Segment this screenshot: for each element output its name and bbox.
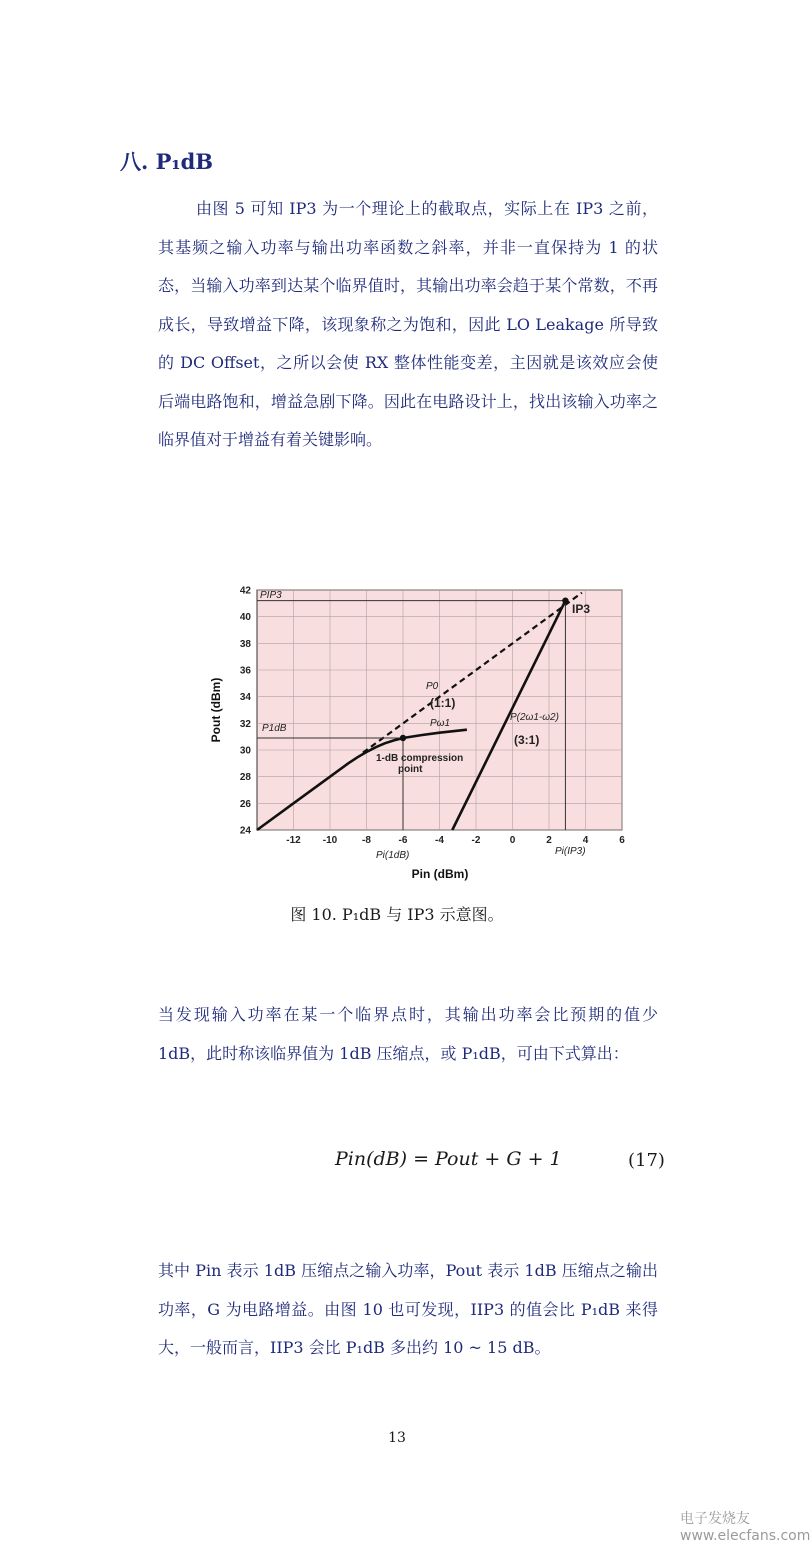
y-tick-label: 28 — [239, 772, 251, 784]
x-tick-label: -8 — [362, 835, 371, 846]
y-axis-label: Pout (dBm) — [209, 677, 223, 743]
annotation-pip3: PIP3 — [260, 590, 282, 601]
x-axis-label: Pin (dBm) — [411, 867, 469, 881]
y-tick-label: 26 — [239, 798, 251, 810]
x-tick-label: -2 — [471, 835, 481, 846]
x-tick-label: -6 — [398, 835, 408, 846]
paragraph-saturation: 由图 5 可知 IP3 为一个理论上的截取点，实际上在 IP3 之前，其基频之输入功率与输出功率函数之斜率，并非一直保持为 1 的状态，当输入功率到达某个临界值时，其输出功率会趋于某个常数，不再成长，导致增益下降，该现象称之为饱和，因此 LO Leakage 所导致的 DC Offset，之所以会使 RX 整体性能变差，主因就是该效应会使后端电路饱和，增益急剧下降。因此在电路设计上，找出该输入功率之临界值对于增益有着关键影响。 — [158, 199, 658, 449]
point-marker-0 — [562, 597, 568, 603]
y-tick-label: 42 — [239, 585, 251, 597]
annotation-piip3: Pi(IP3) — [555, 846, 586, 857]
figure-caption: 图 10. P₁dB 与 IP3 示意图。 — [290, 905, 504, 924]
y-tick-label: 40 — [239, 612, 251, 624]
x-tick-label: 4 — [582, 835, 589, 846]
annotation-p0: P0 — [426, 681, 439, 692]
x-tick-label: 2 — [546, 835, 552, 846]
x-tick-label: -12 — [286, 835, 301, 846]
paragraph-definitions: 其中 Pin 表示 1dB 压缩点之输入功率，Pout 表示 1dB 压缩点之输出功率，G 为电路增益。由图 10 也可发现，IIP3 的值会比 P₁dB 来得大，一般而言，IIP3 会比 P₁dB 多出约 10 ~ 15 dB。 — [158, 1261, 658, 1357]
y-tick-label: 36 — [239, 665, 251, 677]
y-tick-label: 24 — [239, 825, 251, 837]
equation-number: (17) — [628, 1150, 665, 1171]
x-tick-label: 6 — [619, 835, 625, 846]
annotation-p1db: P1dB — [262, 723, 287, 734]
annotation-ratio-1-1: (1:1) — [430, 696, 456, 710]
p1db-ip3-chart — [200, 576, 640, 886]
x-tick-label: -4 — [435, 835, 444, 846]
section-heading: 八. P₁dB — [120, 149, 214, 174]
paragraph-1db-point: 当发现输入功率在某一个临界点时，其输出功率会比预期的值少 1dB，此时称该临界值为 1dB 压缩点，或 P₁dB，可由下式算出： — [158, 1005, 658, 1063]
annotation-pi1db: Pi(1dB) — [376, 850, 410, 861]
page-number: 13 — [388, 1430, 406, 1446]
annotation-ratio-3-1: (3:1) — [514, 733, 540, 747]
watermark: 电子发烧友 www.elecfans.com — [680, 1511, 810, 1544]
x-tick-label: -10 — [322, 835, 338, 846]
y-tick-label: 30 — [239, 745, 251, 757]
annotation-compression-line2: point — [398, 764, 423, 775]
y-tick-label: 38 — [239, 638, 251, 650]
y-tick-label: 32 — [239, 718, 251, 730]
annotation-ip3: IP3 — [572, 602, 591, 616]
y-tick-label: 34 — [239, 692, 251, 704]
x-tick-label: 0 — [509, 835, 516, 846]
equation-17: Pin(dB) = Pout + G + 1 — [335, 1148, 562, 1170]
annotation-pw1: Pω1 — [430, 718, 451, 729]
point-marker-1 — [400, 735, 406, 741]
annotation-pim: P(2ω1-ω2) — [510, 712, 559, 723]
annotation-compression-line1: 1-dB compression — [376, 753, 464, 764]
